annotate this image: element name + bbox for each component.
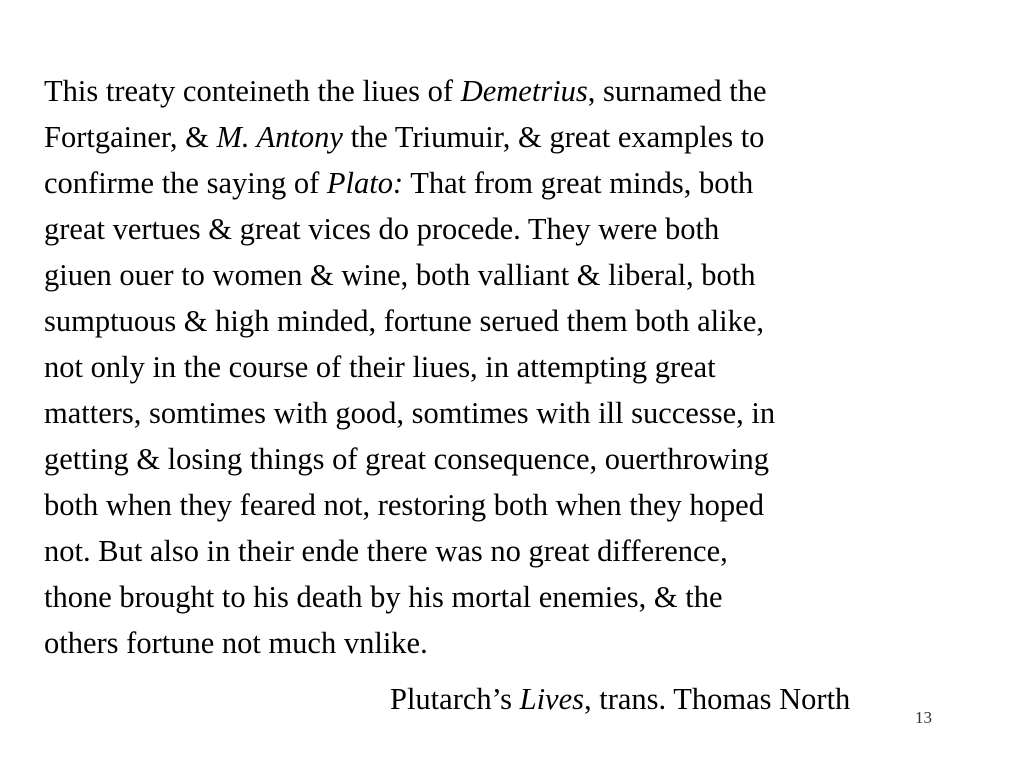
quote-line bbox=[44, 390, 984, 436]
quote-italic-run: M. Antony bbox=[216, 120, 343, 154]
quote-italic-run: Demetrius bbox=[460, 74, 588, 108]
quote-run: confirme the saying of bbox=[44, 166, 327, 200]
quote-run: sumptuous & high minded, fortune serued them both alike, bbox=[44, 304, 765, 338]
quote-line bbox=[44, 68, 984, 114]
quote-line bbox=[44, 114, 984, 160]
quote-run: , surnamed the bbox=[587, 74, 767, 108]
quote-line bbox=[44, 528, 984, 574]
quote-line bbox=[44, 252, 984, 298]
quote-line bbox=[44, 620, 984, 666]
quote-line bbox=[44, 206, 984, 252]
quote-line bbox=[44, 298, 984, 344]
quote-run: not. But also in their ende there was no great difference, bbox=[44, 534, 728, 568]
page-number: 13 bbox=[915, 708, 932, 727]
quote-run: not only in the course of their liues, in attempting great bbox=[44, 350, 716, 384]
attribution-prefix: Plutarch’s bbox=[390, 682, 520, 716]
quote-run: Fortgainer, & bbox=[44, 120, 217, 154]
quote-run: others fortune not much vnlike. bbox=[44, 626, 428, 660]
quote-run: This treaty conteineth the liues of bbox=[44, 74, 461, 108]
quote-run: thone brought to his death by his mortal enemies, & the bbox=[44, 580, 723, 614]
quote-line bbox=[44, 436, 984, 482]
quote-italic-run: Plato: bbox=[326, 166, 404, 200]
quote-line bbox=[44, 482, 984, 528]
quote-run: That from great minds, both bbox=[403, 166, 754, 200]
quote-line bbox=[44, 344, 984, 390]
quote-line bbox=[44, 574, 984, 620]
quote-run: great vertues & great vices do procede. They were both bbox=[44, 212, 720, 246]
attribution bbox=[390, 677, 850, 721]
quote-run: the Triumuir, & great examples to bbox=[342, 120, 765, 154]
quote-run: getting & losing things of great consequence, ouerthrowing bbox=[44, 442, 770, 476]
quote-run: both when they feared not, restoring both when they hoped bbox=[44, 488, 764, 522]
quote-run: giuen ouer to women & wine, both valliant & liberal, both bbox=[44, 258, 756, 292]
quote-line bbox=[44, 160, 984, 206]
quote-run: matters, somtimes with good, somtimes with ill successe, in bbox=[44, 396, 776, 430]
attribution-work-title: Lives bbox=[519, 682, 585, 716]
attribution-suffix: , trans. Thomas North bbox=[584, 682, 851, 716]
quote-text bbox=[44, 68, 984, 666]
